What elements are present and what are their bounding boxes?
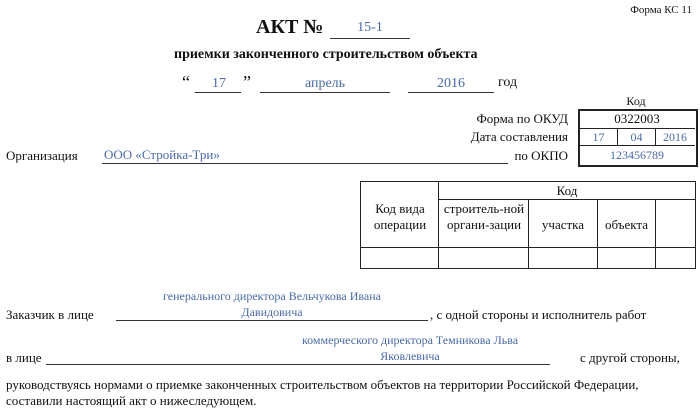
date-compiled-month: 04 <box>630 130 643 144</box>
date-year: 2016 <box>437 76 465 91</box>
op-table-row-divider <box>361 247 695 248</box>
contractor-underline <box>46 364 550 365</box>
op-table-group-divider <box>439 199 695 200</box>
act-number: 15-1 <box>357 20 383 35</box>
organization-label: Организация <box>6 148 78 163</box>
codes-header: Код <box>626 94 646 108</box>
customer-suffix: , с одной стороны и исполнитель работ <box>430 307 647 322</box>
organization-underline <box>102 163 508 164</box>
date-close-quote: ” <box>243 72 251 92</box>
okpo-label: по ОКПО <box>514 148 568 163</box>
op-table-col1-header: Код вида операции <box>373 201 427 232</box>
act-title-prefix: АКТ № <box>256 16 324 38</box>
okud-label: Форма по ОКУД <box>476 111 568 126</box>
customer-underline <box>116 320 428 321</box>
codes-divider-2 <box>579 145 695 146</box>
op-table-col-divider-2 <box>528 199 529 268</box>
codes-divider-1 <box>579 128 695 129</box>
date-open-quote: “ <box>182 72 190 92</box>
contractor-name-line1: коммерческого директора Темникова Льва <box>301 333 519 347</box>
customer-name-line2: Давидовича <box>241 305 303 319</box>
date-compiled-label: Дата составления <box>470 129 568 144</box>
op-table-group-header: Код <box>556 183 578 198</box>
contractor-suffix: с другой стороны, <box>580 350 680 365</box>
customer-name-line1: генерального директора Вельчукова Ивана <box>163 289 381 303</box>
closing-text-line2: составили настоящий акт о нижеследующем. <box>6 393 257 408</box>
organization-value: ООО «Стройка-Три» <box>104 147 220 162</box>
op-table-col-divider-3 <box>597 199 598 268</box>
form-label: Форма КС 11 <box>630 4 692 16</box>
date-year-underline <box>408 92 494 93</box>
act-subtitle: приемки законченного строительством объекта <box>174 47 478 62</box>
date-compiled-day: 17 <box>592 130 605 144</box>
date-compiled-year: 2016 <box>663 130 687 144</box>
date-day: 17 <box>212 76 226 91</box>
contractor-label: в лице <box>6 350 42 365</box>
date-month-underline <box>260 92 390 93</box>
date-day-underline <box>195 92 241 93</box>
act-number-underline <box>330 38 410 39</box>
contractor-name-line2: Яковлевича <box>380 349 440 363</box>
op-table-col-divider-4 <box>655 199 656 268</box>
customer-label: Заказчик в лице <box>6 307 94 322</box>
date-year-suffix: год <box>498 75 518 90</box>
okpo-value: 123456789 <box>610 148 664 162</box>
op-table-col3-header: участка <box>541 217 585 232</box>
date-month: апрель <box>304 76 346 91</box>
okud-value: 0322003 <box>614 111 660 126</box>
op-table-col2-header: строитель-ной органи-зации <box>443 201 525 232</box>
closing-text-line1: руководствуясь нормами о приемке законченных строительством объектов на территории Российской Федерации, <box>6 377 639 392</box>
op-table-col4-header: объекта <box>604 217 649 232</box>
